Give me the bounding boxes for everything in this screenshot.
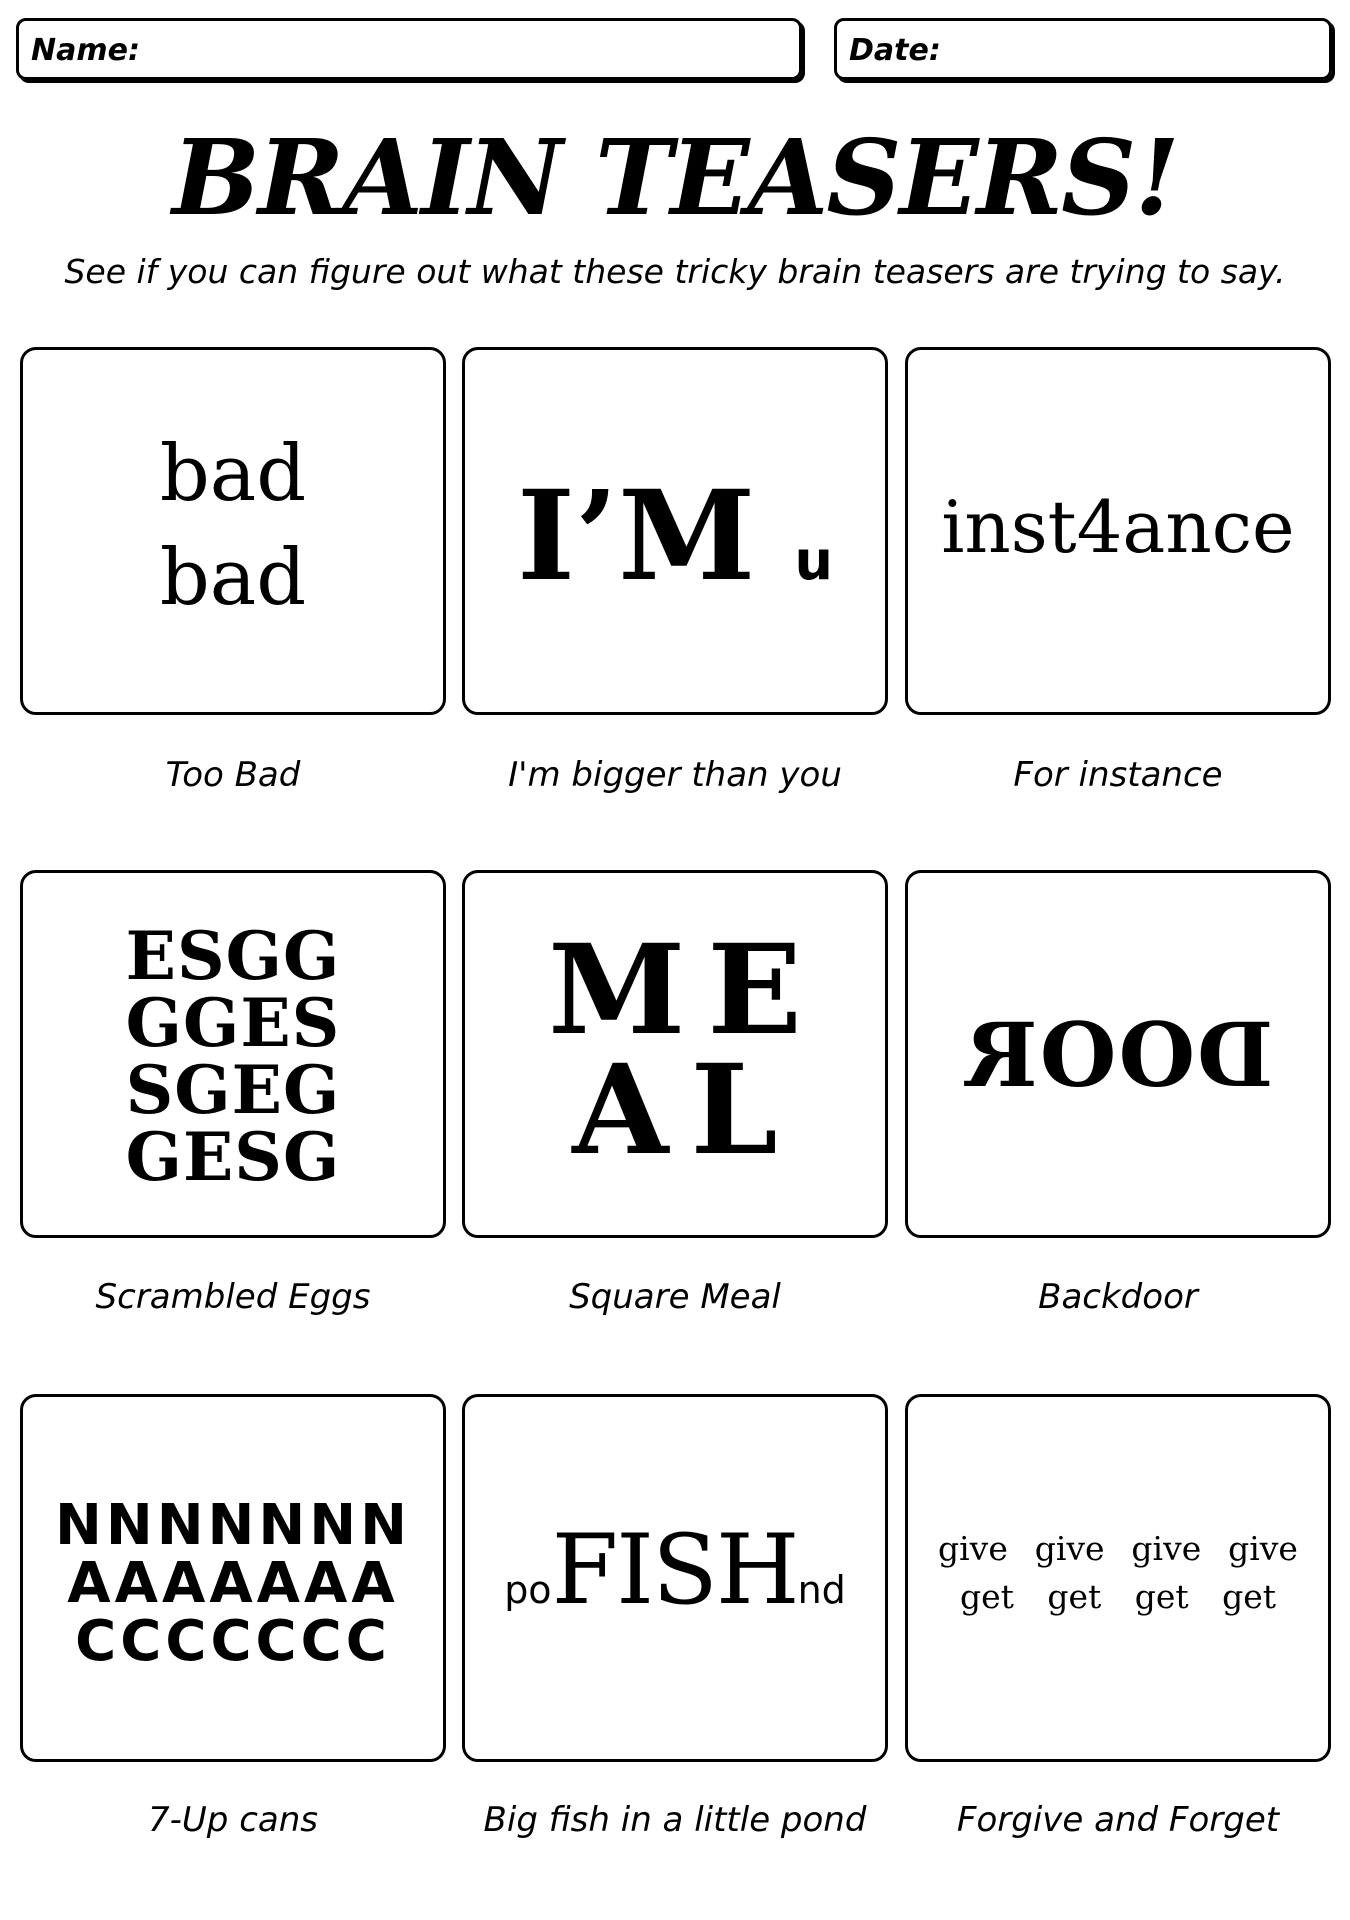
puzzle-line: NNNNNNN	[54, 1493, 412, 1558]
answer-label: I'm bigger than you	[508, 755, 842, 795]
answer-label: For instance	[1013, 755, 1223, 795]
puzzle-line: bad	[159, 533, 307, 623]
puzzle-card-square-meal	[462, 870, 888, 1238]
answer-label: Big fish in a little pond	[483, 1800, 867, 1840]
puzzle-line: ESGG	[125, 917, 341, 995]
puzzle-prefix: po	[504, 1568, 552, 1612]
puzzle-big-text: FISH	[551, 1514, 798, 1626]
puzzle-line: GESG	[125, 1118, 341, 1196]
puzzle-suffix: nd	[797, 1568, 846, 1612]
page-title: BRAIN TEASERS!	[172, 116, 1178, 239]
puzzle-card-forgive-forget	[905, 1394, 1331, 1762]
answer-label: Scrambled Eggs	[95, 1277, 371, 1317]
puzzle-small-text: u	[794, 529, 833, 592]
puzzle-word: give	[1034, 1529, 1105, 1568]
name-label: Name:	[31, 33, 140, 68]
puzzle-word: give	[1228, 1529, 1298, 1568]
puzzle-line: ME	[548, 918, 824, 1063]
puzzle-line: SGEG	[125, 1051, 341, 1129]
puzzle-word: give	[1131, 1529, 1202, 1568]
puzzle-word: get	[1222, 1577, 1276, 1616]
puzzle-line: bad	[159, 429, 307, 519]
page-subtitle: See if you can figure out what these tricky brain teasers are trying to say.	[64, 252, 1286, 291]
answer-label: 7-Up cans	[148, 1800, 318, 1840]
puzzle-line: AAAAAAA	[67, 1551, 399, 1616]
puzzle-word: give	[938, 1529, 1008, 1568]
puzzle-line: AL	[572, 1038, 800, 1183]
puzzle-card-7up-cans	[20, 1394, 446, 1762]
puzzle-text: inst4ance	[941, 485, 1295, 569]
puzzle-card-backdoor	[905, 870, 1331, 1238]
name-field[interactable]	[16, 18, 802, 80]
puzzle-card-bigger-than-you	[462, 347, 888, 715]
answer-label: Backdoor	[1038, 1277, 1198, 1317]
puzzle-line: CCCCCCC	[75, 1609, 391, 1674]
puzzle-text: DOOR	[962, 1003, 1274, 1107]
date-field[interactable]	[834, 18, 1332, 80]
date-label: Date:	[849, 33, 941, 68]
puzzle-card-for-instance	[905, 347, 1331, 715]
answer-label: Square Meal	[569, 1277, 781, 1317]
answer-label: Forgive and Forget	[956, 1800, 1280, 1840]
puzzle-big-text: I’M	[517, 464, 756, 609]
puzzle-word: get	[960, 1577, 1014, 1616]
puzzle-line: GGES	[125, 984, 341, 1062]
puzzle-word: get	[1134, 1577, 1189, 1616]
puzzle-card-too-bad	[20, 347, 446, 715]
puzzle-card-big-fish	[462, 1394, 888, 1762]
answer-label: Too Bad	[165, 755, 301, 795]
puzzle-word: get	[1047, 1577, 1102, 1616]
puzzle-card-scrambled-eggs	[20, 870, 446, 1238]
